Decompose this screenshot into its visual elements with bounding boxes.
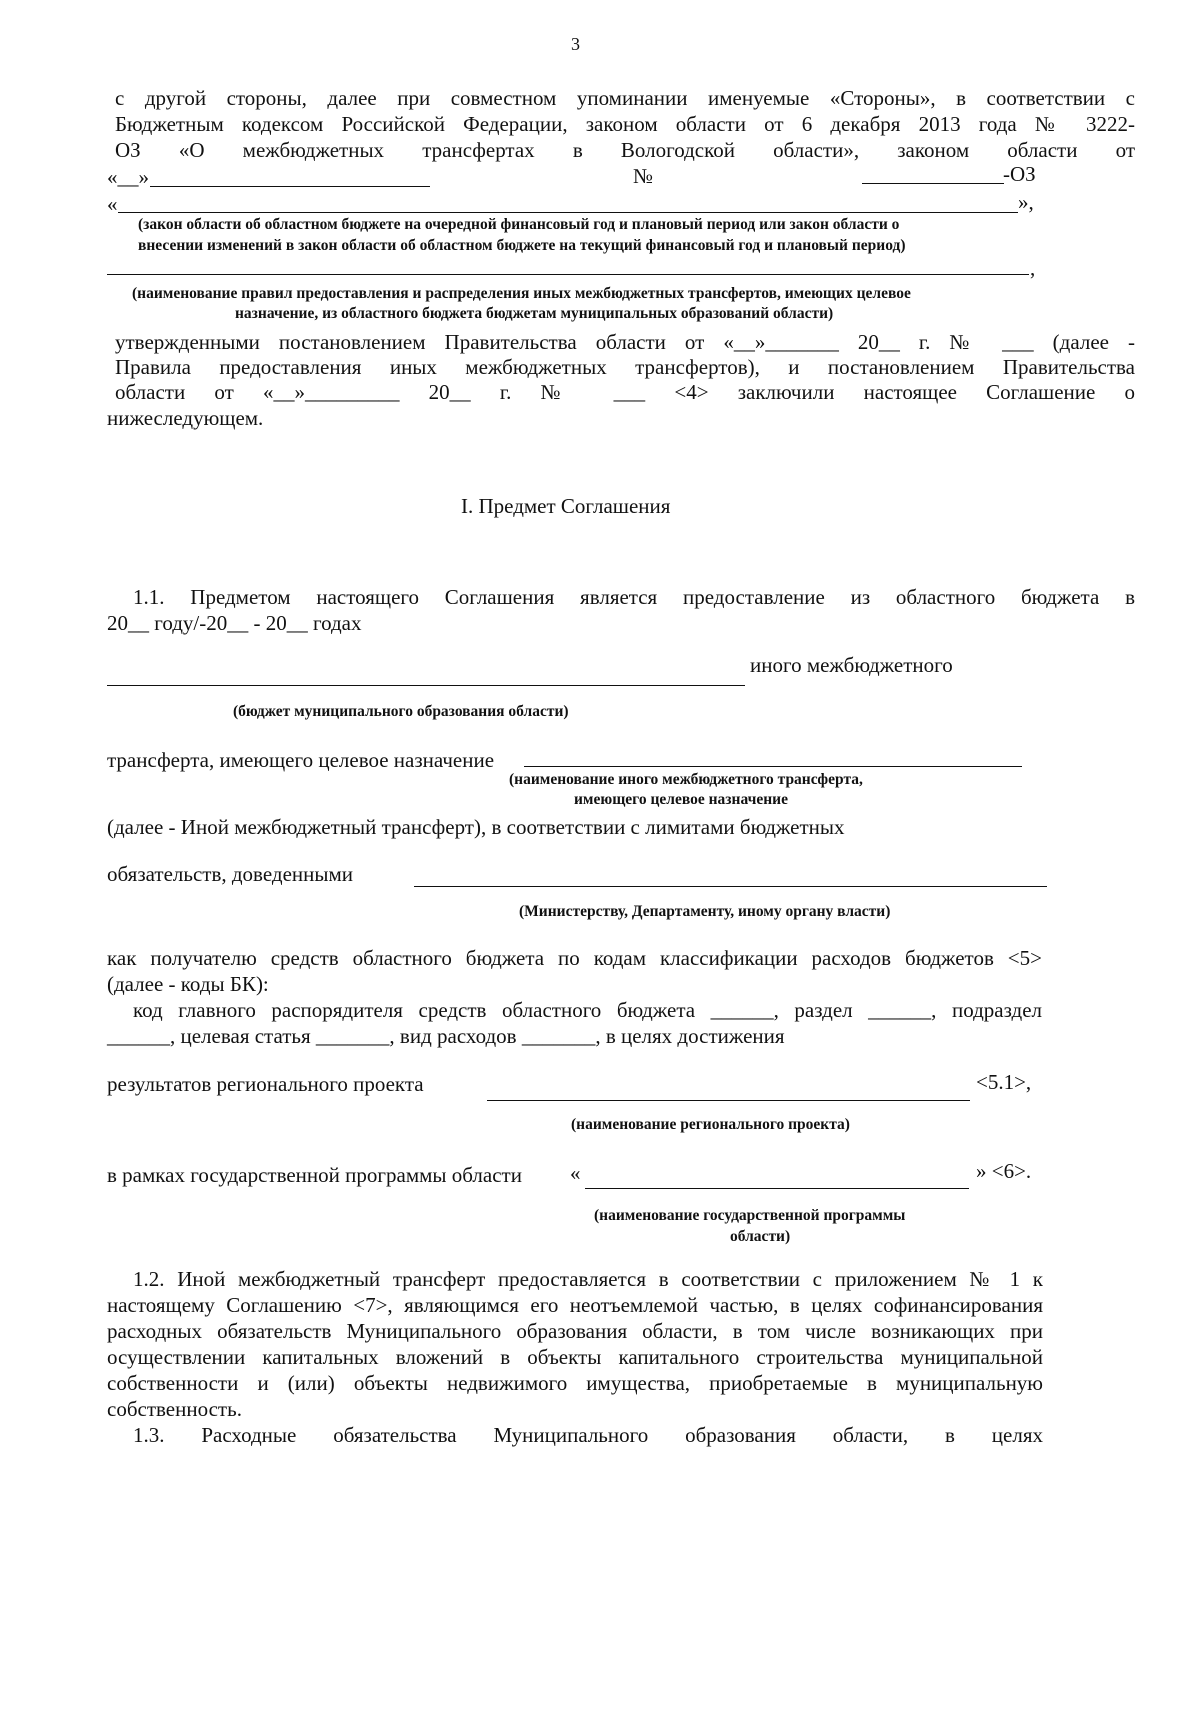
section-title: I. Предмет Соглашения [461, 494, 671, 518]
date-blank [150, 186, 430, 187]
budget-caption: (бюджет муниципального образования области) [233, 703, 569, 720]
law-name-blank [118, 212, 1018, 213]
project-ref: <5.1>, [976, 1070, 1032, 1094]
clause-1-3-line: 1.3. Расходные обязательства Муниципального образования области, в целях [133, 1423, 1043, 1447]
resolution-line: области от «__»_________ 20__ г. № ___ <4> заключили настоящее Соглашение о [115, 380, 1135, 404]
approved-line: утвержденными постановлением Правительства области от «__»_______ 20__ г. № ___ (далее - [115, 330, 1135, 354]
preamble-line: с другой стороны, далее при совместном упоминании именуемые «Стороны», в соответствии с [115, 86, 1135, 110]
number-blank [862, 183, 1004, 184]
following-line: нижеследующем. [107, 406, 264, 430]
project-blank [487, 1100, 970, 1101]
ministry-blank [414, 886, 1047, 887]
clause-1-1-line: 1.1. Предметом настоящего Соглашения является предоставление из областного бюджета в [133, 585, 1135, 609]
program-blank [585, 1188, 969, 1189]
other-transfer-text: иного межбюджетного [750, 653, 953, 677]
recipient-line: как получателю средств областного бюджета по кодам классификации расходов бюджетов <5> [107, 946, 1042, 970]
clause-1-2-line: осуществлении капитальных вложений в объекты капитального строительства муниципальной [107, 1345, 1043, 1369]
preamble-line: Бюджетным кодексом Российской Федерации, законом области от 6 декабря 2013 года № 3222- [115, 112, 1135, 136]
preamble-line: ОЗ «О межбюджетных трансфертах в Вологодской области», законом области от [115, 138, 1135, 162]
hereinafter-line: (далее - Иной межбюджетный трансферт), в соответствии с лимитами бюджетных [107, 815, 845, 839]
clause-1-2-line: расходных обязательств Муниципального образования области, в том числе возникающих при [107, 1319, 1043, 1343]
rules-caption: (наименование правил предоставления и распределения иных межбюджетных трансфертов, имеющих целевое [132, 285, 911, 302]
project-caption: (наименование регионального проекта) [571, 1116, 850, 1133]
program-label: в рамках государственной программы области [107, 1163, 522, 1187]
rules-line: Правила предоставления иных межбюджетных трансфертов), и постановлением Правительства [115, 355, 1135, 379]
law-caption: внесении изменений в закон области об областном бюджете на текущий финансовый год и плановый период) [138, 237, 906, 254]
rules-comma: , [1030, 256, 1036, 280]
program-close: » <6>. [976, 1159, 1032, 1183]
rules-caption: назначение, из областного бюджета бюджетам муниципальных образований области) [235, 305, 834, 322]
clause-1-2-line: 1.2. Иной межбюджетный трансферт предоставляется в соответствии с приложением № 1 к [133, 1267, 1043, 1291]
bk-codes-line: (далее - коды БК): [107, 972, 269, 996]
program-caption: (наименование государственной программы [594, 1207, 906, 1224]
oz-suffix: -ОЗ [1003, 162, 1036, 186]
number-sign: № [633, 164, 654, 188]
transfer-label: трансферта, имеющего целевое назначение [107, 748, 495, 772]
ministry-caption: (Министерству, Департаменту, иному органу власти) [519, 903, 891, 920]
budget-blank [107, 685, 745, 686]
code-line-2: ______, целевая статья _______, вид расходов _______, в целях достижения [107, 1024, 785, 1048]
program-open-quote: « [570, 1161, 581, 1185]
program-caption: области) [730, 1228, 791, 1245]
transfer-caption: имеющего целевое назначение [574, 791, 788, 808]
transfer-name-blank [524, 766, 1022, 767]
law-close-quote: », [1018, 190, 1034, 214]
clause-1-2-line: собственность. [107, 1397, 242, 1421]
page-number: 3 [571, 34, 580, 54]
transfer-caption: (наименование иного межбюджетного трансферта, [509, 771, 863, 788]
law-open-quote: « [107, 192, 118, 216]
rules-name-blank [107, 274, 1029, 275]
clause-1-1-years: 20__ году/-20__ - 20__ годах [107, 611, 362, 635]
law-caption: (закон области об областном бюджете на очередной финансовый год и плановый период или закон области о [138, 216, 900, 233]
code-line: код главного распорядителя средств областного бюджета ______, раздел ______, подраздел [133, 998, 1042, 1022]
clause-1-2-line: собственности и (или) объекты недвижимого имущества, приобретаемые в муниципальную [107, 1371, 1043, 1395]
project-label: результатов регионального проекта [107, 1072, 424, 1096]
clause-1-2-line: настоящему Соглашению <7>, являющимся его неотъемлемой частью, в целях софинансирования [107, 1293, 1043, 1317]
obligations-label: обязательств, доведенными [107, 862, 354, 886]
date-quote: «__» [107, 165, 149, 189]
